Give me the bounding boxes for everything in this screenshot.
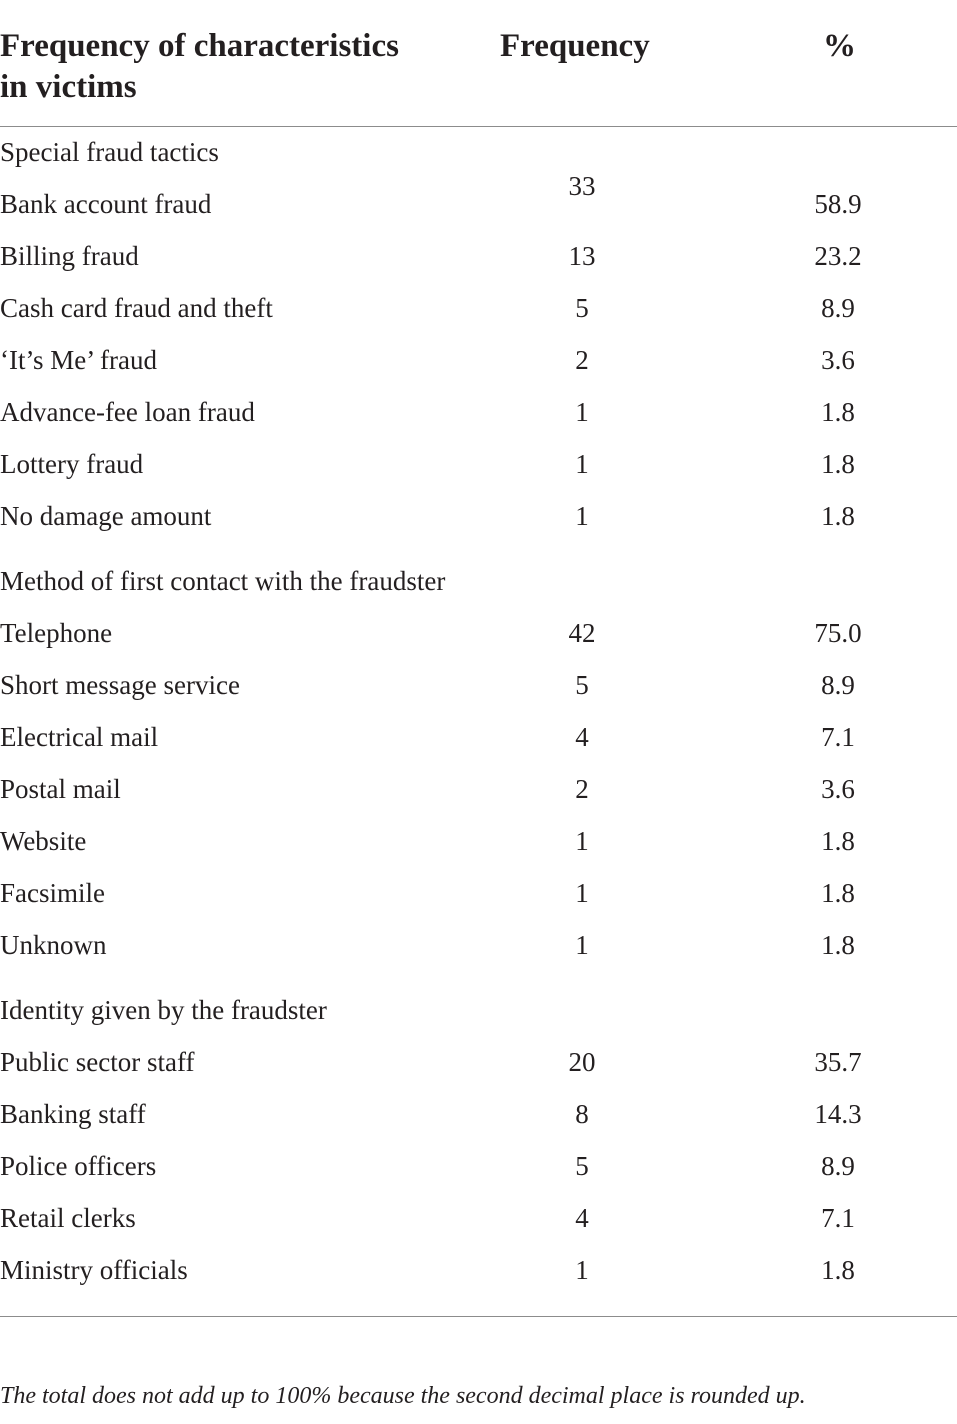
row-label: Lottery fraud	[0, 449, 144, 479]
table-row	[0, 1250, 957, 1290]
header-percent: %	[823, 28, 856, 64]
row-frequency: 13	[568, 241, 596, 271]
row-label: Banking staff	[0, 1099, 146, 1129]
table-row	[0, 1094, 957, 1134]
row-percent: 1.8	[821, 826, 855, 856]
row-label: Advance-fee loan fraud	[0, 397, 255, 427]
header-characteristics-line1: Frequency of characteristics	[0, 28, 399, 64]
row-percent: 1.8	[821, 449, 855, 479]
table-row	[0, 444, 957, 484]
table-header	[0, 0, 957, 127]
row-frequency: 1	[575, 449, 589, 479]
row-frequency: 20	[568, 1047, 596, 1077]
row-label: Ministry officials	[0, 1255, 188, 1285]
row-frequency: 33	[568, 171, 596, 201]
table-footnote: The total does not add up to 100% because the second decimal place is rounded up.	[0, 1383, 806, 1409]
row-percent: 75.0	[814, 618, 862, 648]
table-row	[0, 236, 957, 276]
table-row	[0, 340, 957, 380]
row-frequency: 8	[575, 1099, 589, 1129]
row-percent: 3.6	[821, 774, 855, 804]
row-percent: 1.8	[821, 878, 855, 908]
row-label: Bank account fraud	[0, 189, 212, 219]
row-percent: 1.8	[821, 1255, 855, 1285]
row-label: Unknown	[0, 930, 107, 960]
row-frequency: 1	[575, 878, 589, 908]
section-title	[0, 990, 957, 1030]
row-frequency: 5	[575, 293, 589, 323]
table-row	[0, 925, 957, 965]
row-label: Postal mail	[0, 774, 121, 804]
section-title-label: Identity given by the fraudster	[0, 995, 327, 1025]
table-row	[0, 873, 957, 913]
row-frequency: 1	[575, 930, 589, 960]
row-label: Billing fraud	[0, 241, 139, 271]
row-label: Police officers	[0, 1151, 157, 1181]
row-percent: 1.8	[821, 930, 855, 960]
table-row	[0, 496, 957, 536]
table-row	[0, 769, 957, 809]
table-row	[0, 1146, 957, 1186]
row-frequency: 1	[575, 501, 589, 531]
row-label: Electrical mail	[0, 722, 159, 752]
table-row	[0, 1042, 957, 1082]
row-percent: 7.1	[821, 1203, 855, 1233]
row-label: Public sector staff	[0, 1047, 195, 1077]
row-label: Website	[0, 826, 87, 856]
row-frequency: 1	[575, 397, 589, 427]
row-label: Telephone	[0, 618, 113, 648]
row-percent: 8.9	[821, 670, 855, 700]
table-row	[0, 613, 957, 653]
row-percent: 58.9	[814, 189, 862, 219]
table-row	[0, 392, 957, 432]
row-label: Retail clerks	[0, 1203, 136, 1233]
table-row	[0, 171, 957, 224]
table-row	[0, 717, 957, 757]
table-row	[0, 821, 957, 861]
table-body	[0, 127, 957, 1317]
row-frequency: 2	[575, 774, 589, 804]
row-frequency: 2	[575, 345, 589, 375]
header-frequency: Frequency	[500, 28, 650, 64]
header-characteristics-line2: in victims	[0, 69, 137, 105]
row-label: ‘It’s Me’ fraud	[0, 345, 157, 375]
row-percent: 1.8	[821, 501, 855, 531]
row-label: No damage amount	[0, 501, 212, 531]
row-percent: 7.1	[821, 722, 855, 752]
row-percent: 1.8	[821, 397, 855, 427]
header-characteristics	[0, 26, 470, 108]
row-percent: 8.9	[821, 293, 855, 323]
row-label: Short message service	[0, 670, 240, 700]
row-frequency: 5	[575, 670, 589, 700]
row-frequency: 42	[568, 618, 596, 648]
row-label: Facsimile	[0, 878, 105, 908]
row-percent: 3.6	[821, 345, 855, 375]
row-percent: 35.7	[814, 1047, 862, 1077]
table-row	[0, 665, 957, 705]
section-title-label: Method of first contact with the fraudster	[0, 566, 446, 596]
row-frequency: 1	[575, 826, 589, 856]
row-percent: 14.3	[814, 1099, 862, 1129]
section-title	[0, 561, 957, 601]
row-frequency: 5	[575, 1151, 589, 1181]
row-frequency: 4	[575, 1203, 589, 1233]
table-row	[0, 1198, 957, 1238]
table-row	[0, 288, 957, 328]
row-frequency: 4	[575, 722, 589, 752]
section-title	[0, 132, 957, 172]
row-frequency: 1	[575, 1255, 589, 1285]
row-label: Cash card fraud and theft	[0, 293, 273, 323]
section-title-label: Special fraud tactics	[0, 137, 219, 167]
row-percent: 23.2	[814, 241, 862, 271]
row-percent: 8.9	[821, 1151, 855, 1181]
